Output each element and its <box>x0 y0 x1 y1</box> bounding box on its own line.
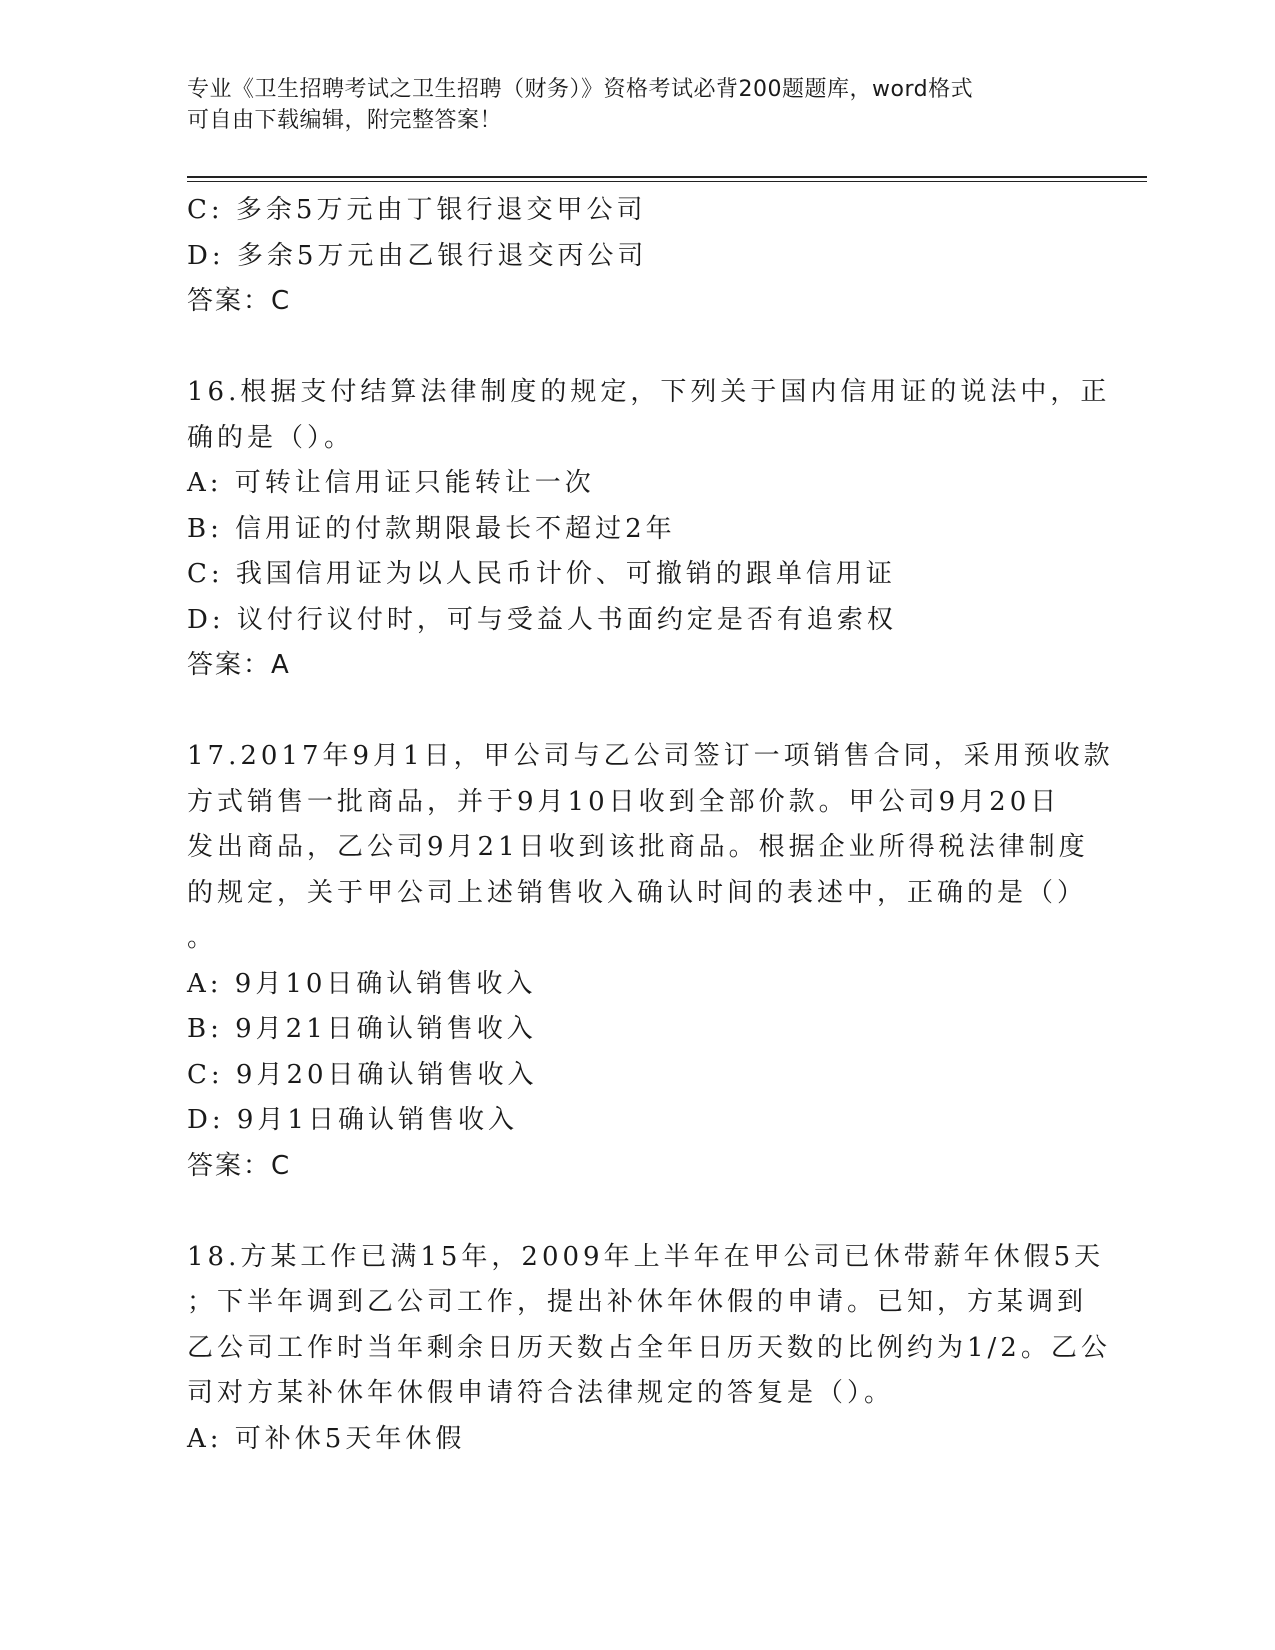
option-b: B: 9月21日确认销售收入 <box>187 1014 537 1044</box>
spacer <box>187 689 1087 735</box>
option-c: C: 我国信用证为以人民币计价、可撤销的跟单信用证 <box>187 559 896 589</box>
question-stem-line: 的规定，关于甲公司上述销售收入确认时间的表述中，正确的是（） <box>187 877 1088 908</box>
question-16 <box>187 370 1111 689</box>
question-stem-line: ；下半年调到乙公司工作，提出补休年休假的申请。已知，方某调到 <box>187 1287 1088 1317</box>
question-18 <box>187 1235 1111 1463</box>
header-divider-thick <box>187 176 1147 178</box>
question-stem-line: 方式销售一批商品，并于9月10日收到全部价款。甲公司9月20日 <box>187 786 1061 817</box>
header-title-line-2: 可自由下载编辑，附完整答案！ <box>187 108 503 133</box>
question-stem-line: 司对方某补休年休假申请符合法律规定的答复是（）。 <box>187 1378 895 1408</box>
answer-line: 答案：A <box>187 650 291 680</box>
question-content <box>187 188 1114 1462</box>
option-d: D: 9月1日确认销售收入 <box>187 1105 518 1135</box>
option-d: D: 议付行议付时，可与受益人书面约定是否有追索权 <box>187 604 897 635</box>
option-d: D: 多余5万元由乙银行退交丙公司 <box>187 240 648 271</box>
option-c: C: 多余5万元由丁银行退交甲公司 <box>187 195 647 225</box>
option-a: A: 可转让信用证只能转让一次 <box>187 468 595 498</box>
option-a: A: 9月10日确认销售收入 <box>187 968 537 999</box>
question-stem-line: 。 <box>187 923 218 953</box>
spacer <box>187 325 1087 371</box>
question-stem-line: 18.方某工作已满15年，2009年上半年在甲公司已休带薪年休假5天 <box>187 1241 1105 1272</box>
question-stem-line: 乙公司工作时当年剩余日历天数占全年日历天数的比例约为1/2。乙公 <box>187 1332 1111 1363</box>
option-b: B: 信用证的付款期限最长不超过2年 <box>187 513 676 544</box>
question-stem-line: 16.根据支付结算法律制度的规定，下列关于国内信用证的说法中，正 <box>187 377 1111 407</box>
question-stem-line: 17.2017年9月1日，甲公司与乙公司签订一项销售合同，采用预收款 <box>187 741 1114 771</box>
option-c: C: 9月20日确认销售收入 <box>187 1059 538 1090</box>
answer-line: 答案：C <box>187 1150 292 1181</box>
document-header <box>187 74 1087 136</box>
question-stem-line: 确的是（）。 <box>187 422 355 453</box>
header-title-line-1: 专业《卫生招聘考试之卫生招聘（财务）》资格考试必背200题题库，word格式 <box>187 77 974 102</box>
answer-line: 答案：C <box>187 286 292 316</box>
spacer <box>187 1189 1087 1235</box>
option-a: A: 可补休5天年休假 <box>187 1423 466 1454</box>
header-divider-thin <box>187 181 1147 182</box>
question-15 <box>187 188 1087 325</box>
question-17 <box>187 734 1114 1189</box>
question-stem-line: 发出商品，乙公司9月21日收到该批商品。根据企业所得税法律制度 <box>187 832 1089 862</box>
